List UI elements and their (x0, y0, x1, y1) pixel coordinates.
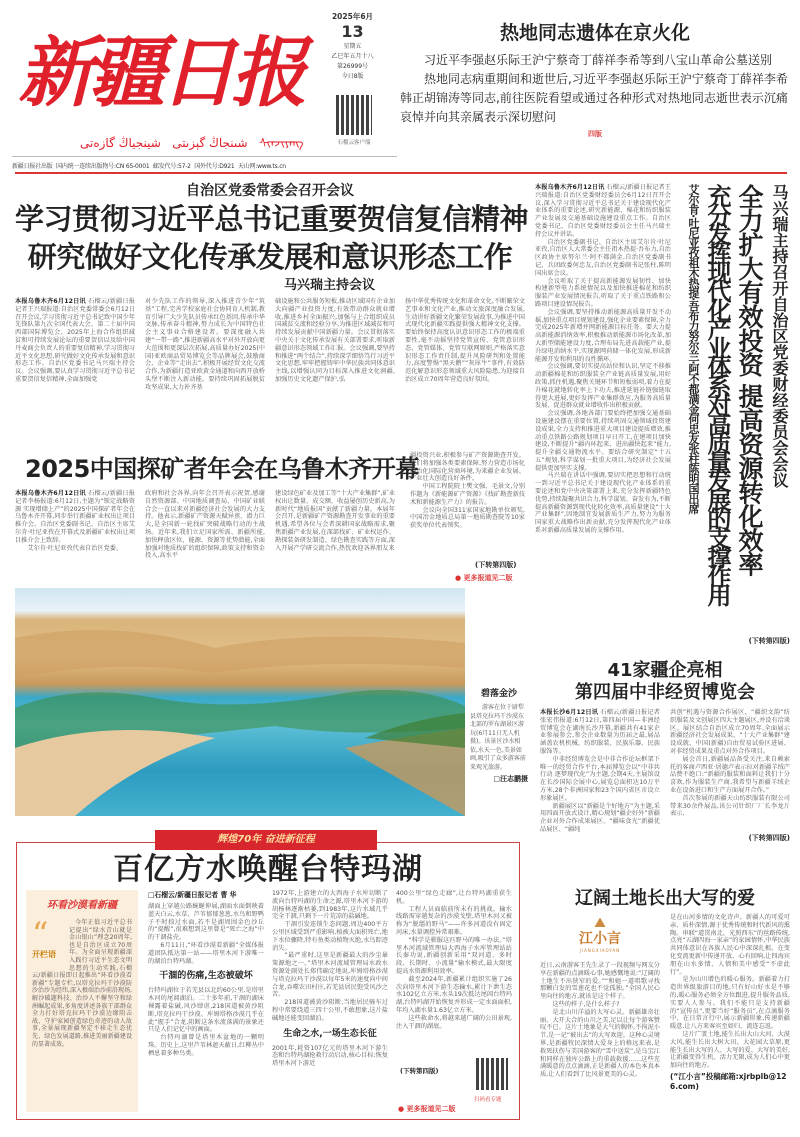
top-story-lead: 习近平李强赵乐际王沪宁蔡奇丁薛祥李希等到八宝山革命公墓送别 (424, 53, 773, 67)
masthead-minority-scripts: شىنجاڭ گېزىتى شينجياڭ گازەتى ᠰᠢᠨᠵᠢᠶᠠᠩ (80, 136, 304, 150)
article-culture-meeting (15, 182, 529, 392)
article-column: 台特玛湖位于若羌县以北约60公里,是塔里木河的尾闾湖泊。二十多年前,干涸的湖床裸露着盐碱,风沙肆虐,218国道被黄沙阻断,塔克拉玛干沙漠、库姆塔格沙漠几乎在此“握手”合龙,阻断这条水流落满的景象还只是人们记忆中的画面。 台特玛湖曾是塔里木盆地的一颗明珠。历史上,这里芦苇林遮天蔽日,红柳丛中栖息着多种鸟类。 (148, 987, 264, 1057)
qr-code-icon[interactable] (336, 95, 372, 135)
essay-mailbox[interactable]: (“江小言”投稿邮箱:xjrbplb@126.com) (670, 1071, 787, 1091)
article-headline[interactable]: 全力扩大有效投资 提高资源转化效率 (735, 184, 764, 576)
continued-label[interactable]: (下转第四版) (748, 637, 790, 645)
article-headline[interactable]: 充分发挥现代化产业体系对高质量发展的支撑作用 (703, 184, 732, 602)
article-column: 共创”机遇与资源合作展区、“疆织文韵”纺织服装及文创展区四大主题展区,并设有洽谈区。展区结合自治区成立70周年,全面展示新疆经济社会发展成果、“十大产业集群”建设成就、中国(新疆)自由贸易试验区进展、对非经贸成果及重点对外合作项目。 展会首日,新疆展品备受关注,来自赖索托的客商卢西亚·居德卢表示拉对新疆羊绒产品赞不绝口:“新疆的服装和面料让我们十分喜欢,作为服装生产商,我希望与新疆羊绒企业在设备进口和生产方面展开合作。” 首次参展的新疆天山纺织服装有限公司带来30余件展品,该公司针织厂厂长李龙斤表示, (670, 709, 790, 818)
photo-title: 碧落金沙 (480, 689, 517, 699)
top-story-body: 热地同志病重期间和逝世后,习近平李强赵乐际王沪宁蔡奇丁薛祥李希韩正胡锦涛等同志,前往医院看望或通过各种形式对热地同志逝世表示沉痛哀悼并向其亲属表示深切慰问 (400, 72, 788, 124)
feature-column-1 (148, 890, 264, 1058)
year-month: 2025年6月 (331, 12, 374, 21)
logo-pinyin: JIANGXIAOYAN (579, 948, 621, 953)
article-body: 本报乌鲁木齐6月12日讯 石榴云/新疆日报记者王兴瑞报道:自治区党委财经委员会6月12日召开会议,深入学习贯彻习近平总书记关于建设现代化产业体系的重要论述,研究新能源、棉花和纺织服装产业发展及交通基础设施建设重点工作。自治区党委书记、自治区党委财经委员会主任马兴瑞主持会议并讲话。 自治区党委副书记、自治区主席艾尔肯·吐尼亚孜,自治区人大常委会主任祖木热提·吾布力,自治区政协主席努尔兰·阿不都满金,自治区党委副书记、兵团政委何忠友,自治区党委副书记张柱,陈明国出席会议。 会议听取了关于提高新能源发展韧性、加快构建新型电力系统情况以及加快推进棉花和纺织服装产业发展情况报告,听取了关于重点铁路和公路项目建设情况报告。 会议强调,要坚持推动新能源高质量开发不动摇,加快重点项目规划建设,强化企业要素保障,全力完成2025年新增并网新能源目标任务。要大力提高新能源消纳效率,积极推动新能源市场化改革,加大新型储能建设力度,合理布局先进高载能产业,提升绿电消纳水平,实现源网荷储一体化发展,形成新能源开发和利用的良性循环。 会议强调,要切实提高站位和认识,坚定不移推动新疆棉花和纺织服装全产业链高质量发展,用好政策,抓住机遇,聚焦关键环节和短板弱项,着力在提升棉花就地转化率上下功夫,推进延链补链强链取得更大进展,更好发挥产业集群效应,为服务高质量发展、促进群众就业增收作出积极贡献。 会议强调,各地各部门要始终把加强交通基础设施建设摆在重要位置,持续巩固交通领域投资建设成果,全力支持和推进重大项目建设提质增效,推动重点铁路公路规划项目早日开工,在建项目加快建设,不断提升“疆内环起来、进出疆快起来”能力,提升全疆交通物流水平。要结合研究制定“十五五”规划,科学谋划一批重大项目,为经济社会发展提供更加坚实支撑。 马兴瑞在讲话中强调,要切实把思想和行动统一到习近平总书记关于建设现代化产业体系的重要论述和党中央决策部署上来,充分发挥新疆特色优势,持续凝聚共识合力,科学谋划、奋发有为,不断提高新疆资源到现代化转化效率,高质量建设“十大产业集群”,因地制宜发展新质生产力,努力为服务国家重大战略作出新贡献,充分发挥现代化产业体系对新疆高质量发展的支撑作用。 (535, 184, 671, 535)
issue-number: 第26999号 (336, 63, 369, 70)
article-column: 1972年,上游建立的大西海子水库切断了流向台特玛湖的生命之源,塔里木河下游的胡杨林逐渐枯萎,到1983年,这片水域几乎完全干涸,只剩下一片荒凉的盐碱地。 干涸引发连锁生态问题,周边400平方公里区域受到严重影响,植被大面积死亡,地下水位骤降,特有鱼类动植物灭绝,水鸟踪迹消失。 “最严重时,这里是新疆最大的沙尘暴策源地之一。”塔里木河流域管理局水政水资源处副处长郑伟确定地说,库姆塔格沙漠与塔克拉玛干沙漠以每年5米的速度向中间合龙,吞噬农田村庄,若羌县居民饱受风沙之苦。 218国道被黄沙阻断,当地居民骑车过程中常要绕道三四十公里,不敢想象,这片盐碱地还能变回湖泊。 (272, 890, 388, 1022)
article-column: 本报长沙6月12日讯 石榴云/新疆日报记者张宏伟报道:6月12日,第四届中国—非洲经贸博览会在湖南长沙开幕,新疆共有41家企业参展参会,参会企业数量为历届之最,展品涵盖农机机械、纺织服装、民族乐器、民族服饰等。 中非经贸博览会是中非合作论坛框架下唯一的经贸合作平台,本届博览会以“中非共行动 逐梦现代化”为主题,会期4天,主展馆设在长沙国际会展中心,展览总面积达10万平方米,28个非洲国家和23个国内省区市设立形象展区。 新疆展区以“新疆是个好地方”为主题,采用四面开放式设计,精心规划“疆企好外”新疆企业对外合作成果展区、“疆味食光”新疆优品展区、“疆纯 (540, 709, 660, 833)
article-column: 础设施和公共服务短板,推动区域国有企业加大向疆产业投资力度,有效带动群众就业增收,推进乡村全面振兴,加强与上合组织成员国减贫交流和经验分享,为推进区域减贫和可持续发展贡献中国新疆力量。会议贯彻落实中央关于文化传承发展有关部署要求,听取新疆意识形态领域工作汇报。会议强调,要坚持和推进“两个结合”,持续深学细悟笃行习近平文化思想,牢牢把握铸牢中华民族共同体意识主线,以增强认同为目标深入推进文化润疆,加强历史文化遗产保护,弘 (275, 298, 395, 383)
day: 13 (341, 22, 364, 41)
article-column: 建设绿色矿业及加工等“十大产业集群”,矿业权出让数量、成交额、收益屡创历史新高,为新时代“地质报国”贡献了新疆力量。本届年会召开,是新疆矿产资源勘查开发事业的重要机遇,希望各位与会者深耕国家战略需求,聚焦新疆产业发展,在深部找矿、矿业权运作、勘探装备研发制造、绿色勘查实践等方面,深入开展产学研交流合作,热忱欢迎各界朋友来 (275, 490, 395, 552)
feature-banner: 辉煌70年 奋进新征程 (155, 830, 377, 850)
photo-caption-text: 游客在位于尉犁县塔克拉玛干沙漠东北部的罗布湖景区游玩(6月11日无人机摄)。该景区沙水相依,水天一色,美景如画,吸引了众多游客前来观光旅游。 (470, 704, 526, 771)
article-headline[interactable]: 第四届中非经贸博览会 (575, 682, 755, 703)
feature-column-3 (396, 890, 512, 1030)
page-ref[interactable]: 四版 (588, 130, 602, 138)
lunar-date: 乙巳年五月十八 (331, 53, 374, 60)
article-kicker: 马兴瑞主持召开自治区党委财经委员会会议 (770, 184, 789, 488)
article-mining-conference (15, 452, 525, 582)
page-count: 今日8版 (341, 73, 364, 80)
top-story-title[interactable]: 热地同志遗体在京火化 (499, 22, 690, 44)
feature-column-2 (272, 890, 388, 1068)
essay-column: 近日,云南游客王先生录了一段视频与网友分享在新疆的点滴暖心事,她感慨地说:“辽阔的土地生不出狭窄的爱。”“和她一道唱歌寻找那颗白发的雪莲花也不觉孤独。”全国人民心里向往的地方,就该是这个样子。 这些的样子,是什么样子? 是北山川洋溢的大写心灵。新疆雄奇壮丽、大开大合的山川之美,足以让每个游客赞叹不已。这片土地象是大气的胸怀,不拘泥小节,是一记“被出去”的大写欢迎。这种心灵境界,是新疆牧民深情大爱身上的格远来表,是救死扶伤与美国游客的“雪中送炭”,是乌宝江和同样在独库公路上的重载救援……这些充满暖意的点点滴滴,正是新疆人的本色本真本质,让人们看到了比风景更美的心灵。 (540, 962, 660, 1079)
article-column: 2001年,耗资107亿元的塔里木河下游生态和台特玛湖抢救行动启动,核心目标:恢复塔里木河下游近 (272, 1044, 388, 1068)
photo-lake-desert[interactable] (15, 588, 465, 816)
intro-float (32, 915, 66, 969)
section-subhead: 生命之水,一场生态长征 (283, 1028, 377, 1039)
article-column: 政府和社会各界,向年会召开表示祝贺,感谢自然资源部、中国地质调查局、中国矿业联合会一直以来对新疆经济社会发展的大力支持。他表示,新疆矿产资源天赋异禀、潜力巨大,是全国新一轮找矿突破战略行动的主战场。近年来,我们立足国家所需、新疆所能,加快释放区位、能源、资源等优势潜能,全面加强对地质找矿的组织保障,政策支持和资金投入,高水平 (145, 490, 265, 560)
article-column: 400公里“绿色走廊”,让台特玛湖重获生机。 工程人员面临前所未有的挑战。输水线路需穿越复杂的沙漠戈壁,塔里木河又被称为“脱缰的野马”——许多河道没有固定河床,水量调控异常艰难。 “科学是驯服这匹野马的唯一办法。”塔里木河流域管理局大西海子水库管理站站长秦功说,新疆创新采用“双河道、多时段、长期时、小流量”输水模式,最大限度提高水资源利用效率。 截至2024年,新疆累计组织实施了26次向塔里木河下游生态输水,累计下泄生态水102亿立方米,水头19次抵达尾闾台特玛湖,台特玛湖开始恢复并形成一定水面面积,年均入湖水量1.63亿立方米。 这些救命水,将越来越广阔的公田景观,注入干涸的湖底。 (396, 890, 512, 1030)
logo-text: 江小言 (579, 931, 621, 947)
date-block (325, 12, 380, 82)
article-column: 扬中华优秀传统文化和革命文化,不断繁荣文艺事业和文化产业,推动文旅深度融合发展,生动讲好新疆文化繁荣发展故事,为推进中国式现代化新疆实践提供强大精神文化支撑。要始终保持高度认识意识形态工作的极端重要性,毫不动摇坚持党管宣传、党管意识形态、党管媒体、党管互联网原则,严格落实意识形态工作责任制,提升风险研判和处置能力,高度警惕“黑天鹅”“灰犀牛”事件,有效防范化解意识形态领域重大风险隐患,为迎接自治区成立70周年营造良好氛围。 (405, 298, 525, 383)
byline: □石榴云/新疆日报记者 曹 华 (148, 891, 237, 899)
continued-label[interactable]: (下转第四版) (475, 561, 517, 569)
article-finance-meeting (535, 184, 790, 654)
article-kicker: 自治区党委常委会召开会议 (186, 183, 354, 199)
column-logo: 环看沙漠看新疆 (47, 900, 117, 911)
qr-label: 扫码看专题 (474, 1097, 502, 1103)
article-attendees: 艾尔肯·吐尼亚孜祖木热提·吾布力努尔兰·阿不都满金何忠友张柱陈明国出席 (687, 184, 700, 514)
article-column: 对少先队工作的领导,深入推进青少年“筑基”工程,完善学校家庭社会协同育人机制,教育引导广大少先队员传承红色基因,传承中华文脉,传承奋斗精神,努力成长为中国特色社会主义事业合格建设者。要深度融入共建“一带一路”,推进新疆高水平对外开放向更大范围和更深层次拓展,高质量办好2025(中国)亚欧商品贸易博览会等品牌展会,鼓励商会、企业等“走出去”,积极开展经贸文化交流合作,为新疆打造亚欧黄金通道和向西开放桥头堡不断注入新动能。要持续巩固拓展脱贫攻坚成果,大力补齐基 (145, 298, 265, 391)
article-headline[interactable]: 学习贯彻习近平总书记重要贺信复信精神 (15, 202, 529, 236)
essay-headline[interactable]: 辽阔土地长出大写的爱 (575, 888, 755, 909)
mountain-icon: ⛰ (594, 915, 606, 931)
qr-caption: 石榴云客户端 (337, 140, 371, 146)
continued-label[interactable]: (下转第四版) (400, 1067, 439, 1075)
weekday: 星期五 (343, 43, 362, 50)
article-column: 本报乌鲁木齐6月12日讯 石榴云/新疆日报记者王兴瑞报道:自治区党委常委会6月12日召开会议,学习贯彻习近平总书记致中国少年先锋队第九次全国代表大会、第二十届中国西部国际博览会、2025年上海合作组织减贫和可持续发展论坛的重要贺信以及给中国丹麦商会负责人的重要复信精神,学习贯彻习近平文化思想,研究做好文化传承发展和意识形态工作。自治区党委书记马兴瑞主持会议。会议强调,要认真学习贯彻习近平总书记重要贺信复信精神,全面加强党 (15, 298, 135, 383)
article-column: 本报乌鲁木齐6月12日讯 石榴云/新疆日报记者李杨报道:6月12日,主题为“锁定战略资源 实现增储上产”的2025中国探矿者年会在乌鲁木齐开幕,同步举行新疆矿业权出让项目推介会。自治区党委副书记、自治区主席艾尔肯·吐尼亚孜在开幕式及新疆矿业权出让项目推介会上致辞。 艾尔肯·吐尼亚孜代表自治区党委、 (15, 490, 135, 552)
column-tag: 开栏语 (32, 950, 56, 959)
more-coverage-link[interactable]: ● 更多报道见二版 (398, 1105, 456, 1113)
feature-headline[interactable]: 百亿方水唤醒台特玛湖 (113, 852, 423, 887)
quote-mark-icon: “ (32, 915, 49, 953)
article-china-africa-expo (540, 660, 790, 843)
column-logo-jiangxiaoyan (540, 914, 660, 962)
article-column: 湖面上穿越公路蜿蜒伸展,湖面水面倒映着蓝天白云,水草、芦苇郁郁葱葱,水鸟和野鸭子不时掠过水面,若不是湖周围金色沙丘的“提醒”,很难想到这里曾是“死亡之海”中的干涸盐壳。 6月11日,“环看沙漠看新疆”全媒体报道团队抵达第一站——塔里木河下游唯一的湖泊台特玛湖。 (148, 903, 264, 965)
article-column: 疆投资兴业,积极参与矿产资源勘查开发。我们将加强各类要素保障,努力营造市场化法治化国际化营商环境,为来疆企业发展、产业壮大创造良好条件。 中国工程院院士樊文强、毛景文,分别作题为《新能源矿产资源》《找矿勘查新技术和新能源生产力》的报告。 会议向全国311家国家地勘单位颁奖,中国冶金地质总局第一地质勘查院等10家获奖单位代表领奖。 (410, 452, 525, 530)
article-headline[interactable]: 41家疆企亮相 (607, 660, 723, 681)
column-intro-text: 今年正值习近平总书记提出“绿水青山就是金山银山”理念20周年,也是自治区成立70周年。为全面呈现新疆深入践行习近平生态文明思想的生动实践,石榴云/新疆日报即日起推出“环看沙漠看新疆”专题专栏,以塔克拉玛干沙漠防沙治沙为经纬,深入极端治沙前沿现场,解沙破题科技、治沙人不懈坚守和绿洲崛起成果,多角度讲述各族干部群众全力打好塔克拉玛干沙漠边缘阻击战、守护家园创造绿色奇迹的动人故事,全景展现新疆坚定不移走生态优先、绿色发展道路,推进美丽新疆建设的显著成效。 (32, 919, 132, 1048)
column-intro (26, 890, 138, 1112)
photo-scene (15, 588, 465, 816)
masthead-rule (15, 172, 787, 174)
more-coverage-link[interactable]: ● 更多报道见二版 (455, 574, 513, 582)
qr-code-icon[interactable] (476, 1058, 508, 1090)
article-subhead: 马兴瑞主持会议 (283, 278, 375, 293)
continued-label[interactable]: (下转第四版) (748, 833, 790, 842)
section-subhead: 干涸的伤痛,生态被破坏 (159, 971, 253, 982)
newspaper-logo: 新疆日报 (18, 28, 302, 117)
essay-column: 是在山河多情的文化诗声。新疆人的可爱可亲、质朴深情,源于优秀传统和时代新风的熏陶。串联“道贯南北、光照西东”的丝路传统,点亮“五湖四海一家亲”的家园情怀,中华民族共同体意识在各族人民心中深深扎根。在变化变流更新中传递开放、心有回响,让四海宾朋在山水多情、人情和美中感受“不虚此行”。 是为山川增色的暖心服务。新疆着力打造世界级旅游目的地,只有好山好水是不够的,暖心服务必须全方位跟进,提升服务品质,实要人人参与。我们不能只是支持新疆的“宣传员”,更要当好“服务员”,在点滴服务中、在日常言行中,展示新疆形象,传递新疆暖意,让八方来客宾至如归、流连忘返。 这片广袤土地,能生长出大山大河、大漠大风,能生长出大树大田、大花园大草原,更能生长出大写的人、大写的爱、大写的美好,让新疆变得生机、活力无限,成为人们心中更加向往的地方。 (670, 914, 790, 1070)
photo-credit: □汪志鹏摄 (493, 775, 528, 783)
info-bar: 新疆日报社出版 国内统一连续出版物号:CN 65-0001 邮发代号:57-2 国外代号:D921 天山网:www.ts.cn (12, 156, 397, 170)
top-story[interactable] (400, 18, 790, 139)
essay (540, 888, 790, 1092)
article-headline[interactable]: 2025中国探矿者年会在乌鲁木齐开幕 (25, 455, 419, 483)
photo-caption (470, 686, 528, 784)
article-headline[interactable]: 研究做好文化传承发展和意识形态工作 (27, 240, 513, 274)
